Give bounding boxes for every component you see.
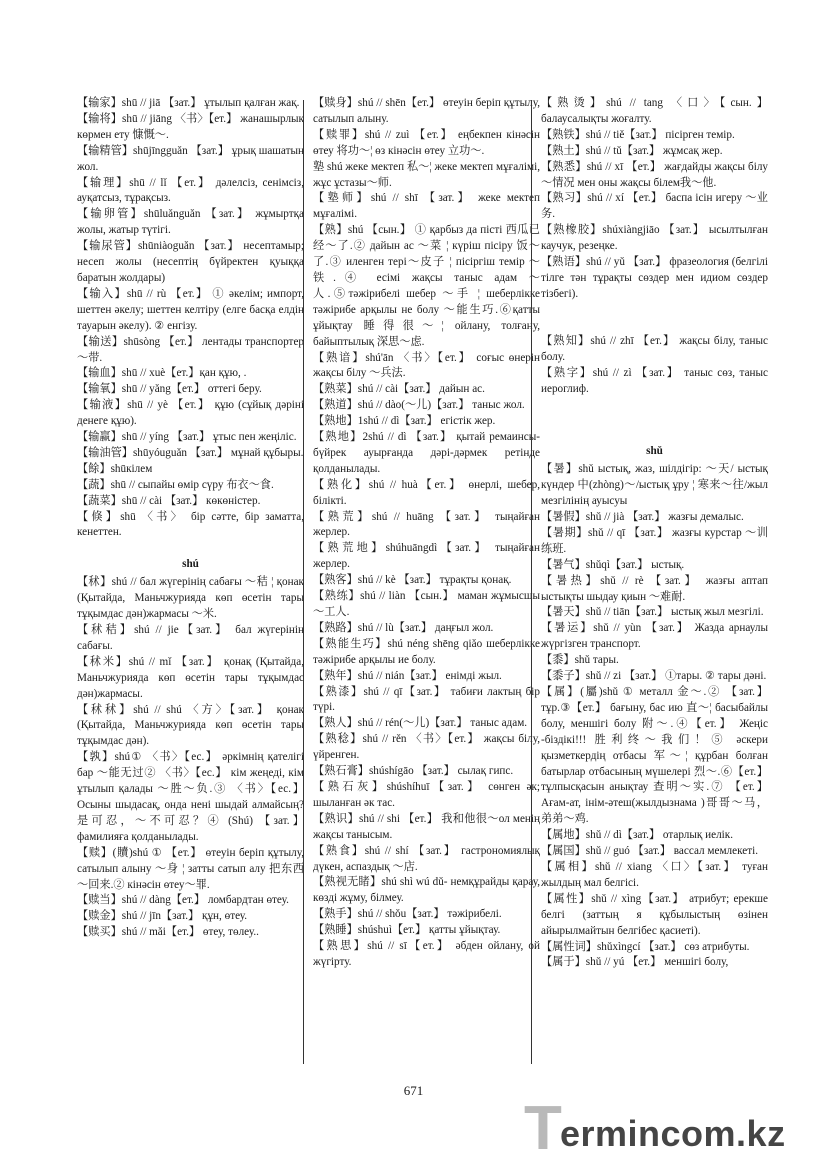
dictionary-entry: 【属相】shǔ // xiang 〈口〉【зат.】 туған жылдың мал белгісі.: [541, 860, 768, 889]
dictionary-entry: 【赎买】shú // mǎi【ет.】 өтеу, төлеу..: [77, 926, 259, 939]
dictionary-entry: 【输精管】shūjīngguǎn 【зат.】 ұрық шашатын жол.: [77, 144, 304, 173]
dictionary-entry: 【熟道】shú // dào(～儿)【зат.】 таныс жол.: [313, 399, 525, 412]
dictionary-entry: 【熟谙】shú'ān 〈书〉【ет.】 соғыс өнерін жақсы білу ～兵法.: [313, 351, 540, 380]
dictionary-entry: 【蔬菜】shū // cài 【зат.】 көкөністер.: [77, 494, 261, 507]
dictionary-entry: 【熟菜】shú // cài【зат.】 дайын ас.: [313, 383, 485, 396]
column-divider: [531, 100, 532, 1064]
dictionary-entry: 【熟】shú 【сын.】 ① қарбыз да пісті 西瓜已经～了.② дайын ас ～菜 ¦ күріш пісіру 饭～了.③ иленген тері～皮子 ¦ пісіргіш темір ～铁.④ есімі жақсы таныс адам ～人.⑤тәжірибелі шебер ～手 ¦ шеберлікке тәжірибе арқылы не болу ～能生巧.⑥қатты ұйықтау 睡得很～¦ ойлану, толғану, байыптылық 深思～虑.: [313, 224, 540, 348]
dictionary-entry: 【输血】shū // xuè【ет.】қан құю, .: [77, 367, 247, 380]
dictionary-entry: 【熟思】shú // sī【ет.】 әбден ойлану, ой жүгірту.: [313, 940, 540, 968]
dictionary-entry: 【熟视无睹】shú shì wú dǔ- немқұрайды қарау, көзді жұму, білмеу.: [313, 876, 540, 905]
dictionary-entry: 【属性】shǔ // xìng【зат.】 атрибут; ерекше белгі (заттың я құбылыстың өзінен айырылмайтын белгібес қасиеті).: [541, 892, 768, 937]
dictionary-entry: 【熟人】shú // rén(～儿)【зат.】 таныс адам.: [313, 717, 528, 730]
dictionary-entry: 【熟地】2shú // dì 【зат.】 қытай ремаинсы- бүйрек ауырғанда дәрі-дәрмек ретінде қолданылады.: [313, 431, 540, 475]
logo-wordmark: ermincom.kz: [560, 1113, 786, 1154]
dictionary-entry: 【赎金】shú // jīn【зат.】 құн, өтеу.: [77, 910, 248, 923]
dictionary-entry: 【赎当】shú // dàng【ет.】 ломбардтан өтеу.: [77, 894, 289, 907]
dictionary-entry: 【输入】shū // rù 【ет.】 ① әкелім; импорт, шеттен әкелу; шеттен келтіру (елге басқа елдің тауарын әкелу). ② енгізу.: [77, 287, 304, 332]
dictionary-entry: 【黍子】shǔ // zi 【зат.】 ①тары. ② тары дәні.: [541, 670, 767, 683]
dictionary-entry: 【属】(屬)shǔ ① металл 金～.② 【зат.】 тұр.③【ет.】 бағыну, бас ию 直～¦ басыбайлы болу, меншігі болу 附～.④【ет.】 Жеңіс -біздікі!!! 胜利终～我们！⑤ әскери қызметкердің отбасы 军～¦ құрбан болған батырлар отбасының мүшелері 烈～.⑥【ет.】 тұлпысқасын анықтау 查明～实.⑦ 【ет.】 Ағам-ат, інім-әтеш(жылдызнама )哥哥～马，弟弟～鸡.: [541, 686, 768, 826]
dictionary-entry: 【熟字】shú // zì 【зат.】 таныс сөз, таныс иероглиф.: [541, 366, 768, 395]
dictionary-entry: 【熟年】shú // nián【зат.】 енімді жыл.: [313, 669, 502, 682]
dictionary-entry: 【熟练】shú // liàn 【сын.】 маман жұмысшы ～工人.: [313, 590, 540, 618]
dictionary-entry: 【秫米】shú // mǐ 【зат.】 қонақ (Қытайда, Маньчжурияда көп өсетін тары тұқымдас дән)жармасы.: [77, 655, 304, 700]
dictionary-entry: 【输家】shū // jiā 【зат.】 ұтылып қалған жақ.: [77, 97, 300, 109]
dictionary-entry: 【输将】shū // jiāng 〈书〉【ет.】 жанашырлық көрмен ету 慷慨～.: [77, 112, 304, 141]
dictionary-entry: 【输油管】shūyóuguǎn 【зат.】 мұнай құбыры.: [77, 446, 304, 459]
dictionary-entry: 【熟能生巧】shú néng shēng qiǎo шеберлікке тәжірибе арқылы ие болу.: [313, 637, 540, 666]
dictionary-entry: 【熟烫】shú // tang 〈口〉【сын.】 балаусалықты жоғалту.: [541, 97, 768, 125]
dictionary-entry: 【熟稔】shú // rěn 〈书〉【ет.】 жақсы білу, үйренген.: [313, 733, 540, 762]
spacer: [541, 397, 768, 428]
dictionary-entry: 【熟荒】shú // huāng 【зат.】 тыңайған жерлер.: [313, 510, 540, 539]
dictionary-entry: 【熟石膏】shúshígāo 【зат.】 сылақ гипс.: [313, 765, 514, 778]
dictionary-entry: 【熟习】shú // xí 【ет.】 баспа ісін игеру ～业务.: [541, 192, 768, 221]
dictionary-entry: 【暑假】shǔ // jià 【зат.】 жазғы демалыс.: [541, 511, 744, 524]
dictionary-entry: 【熟荒地】shúhuāngdì【зат.】 тыңайған жерлер.: [313, 542, 540, 571]
dictionary-entry: 【倏】shū 〈书〉 бір сәтте, бір заматта, кенеттен.: [77, 510, 304, 539]
dictionary-column-2: [313, 96, 540, 1064]
dictionary-entry: 【暑天】shǔ // tiān【зат.】 ыстық жыл мезгілі.: [541, 606, 764, 619]
dictionary-entry: 【输卵管】shūluǎnguǎn 【зат.】 жұмыртқа жолы, жатыр түтігі.: [77, 208, 304, 237]
dictionary-entry: 【赎罪】shú // zuì 【ет.】 еңбекпен кінәсін өтеу 将功～¦ өз кінәсін өтеу 立功～.: [313, 128, 540, 157]
dictionary-entry: 【属于】shǔ // yú 【ет.】 меншігі болу,: [541, 956, 729, 969]
dictionary-entry: 【暑气】shǔqì【зат.】 ыстық.: [541, 558, 685, 571]
dictionary-entry: 【熟悉】shú // xī 【ет.】 жағдайды жақсы білу ～情况 мен оны жақсы білем我～他.: [541, 160, 768, 189]
dictionary-entry: 【孰】shú① 〈书〉【ес.】 әркімнің қателігі бар ～能无过② 〈书〉【ес.】 кім жеңеді, кім ұтылып қалады ～胜～负.③ 〈书〉【ес.】 Осыны шыдасақ, онда нені шыдай алмайсың?是可忍，～不可忍？④ (Shú) 【зат.】 фамилияға қолданылады.: [77, 751, 304, 843]
dictionary-column-3: [541, 96, 768, 1064]
dictionary-entry: 【熟睡】shúshuì【ет.】 қатты ұйықтау.: [313, 924, 501, 937]
dictionary-entry: 【熟地】1shú // dì【зат.】 егістік жер.: [313, 415, 496, 428]
section-heading: shǔ: [646, 445, 663, 458]
dictionary-entry: 塾 shú жеке мектеп 私～¦ жеке мектеп мұғалімі, жұс ұстазы～师.: [313, 160, 540, 189]
dictionary-entry: 【属地】shǔ // dì【зат.】 отарлық иелік.: [541, 829, 734, 842]
dictionary-entry: 【暑热】shǔ // rè 【зат.】 жазғы аптап ыстықты шыдау қиын ～难耐.: [541, 574, 768, 603]
dictionary-entry: 【属国】shǔ // guó 【зат.】 вассал мемлекеті.: [541, 845, 758, 858]
dictionary-entry: 【熟铁】shú // tiě【зат.】 пісірген темір.: [541, 128, 735, 141]
page-number: 671: [403, 1083, 424, 1098]
dictionary-entry: 【熟语】shú // yǔ 【зат.】 фразеология (белгілі тілге тән тұрақты сөздер мен идиом сөздер тізбегі).: [541, 256, 768, 300]
dictionary-entry: 【输氧】shū // yǎng【ет.】 оттегі беру.: [77, 383, 262, 396]
dictionary-entry: 【熟石灰】shúshíhuī【зат.】 сөнген әк; шыланған әк тас.: [313, 780, 540, 809]
dictionary-entry: 【暑运】shǔ // yùn 【зат.】 Жазда арнаулы жүргізген транспорт.: [541, 622, 768, 651]
termincom-logo: [524, 1094, 816, 1163]
dictionary-entry: 【熟化】shú // huà【ет.】 өнерлі, шебер, білікті.: [313, 478, 540, 507]
dictionary-entry: 【暑期】shǔ // qī 【зат.】 жазғы курстар ～训练班.: [541, 526, 768, 555]
dictionary-entry: 【熟客】shú // kè 【зат.】 тұрақты қонақ.: [313, 574, 512, 587]
dictionary-entry: 【塾师】shú // shī 【зат.】 жеке мектеп мұғалімі.: [313, 192, 540, 221]
dictionary-entry: 【秫秫】shú // shú 〈方〉【зат.】 қонақ (Қытайда, Маньчжурияда көп өсетін тары тұқымдас дән).: [77, 703, 304, 748]
dictionary-entry: 【暑】shǔ ыстық, жаз, шілдігір: ～天/ ыстық күндер 中(zhòng)～/ыстық ұру ¦ 寒来～往/жыл мезгілінің ауысуы: [541, 463, 768, 508]
dictionary-column-1: [77, 96, 304, 1064]
dictionary-entry: 【赎】(贖)shú ① 【ет.】 өтеуін беріп құтылу, сатылып алыну ～身 ¦ затты сатып алу 把东西～回来.② кінәсін өтеу～罪.: [77, 846, 304, 891]
dictionary-entry: 【秫】shú // бал жүгерінің сабағы ～秸 ¦ қонақ (Қытайда, Маньчжурияда көп өсетін тары тұқымдас дән)жармасы ～米.: [77, 576, 304, 621]
dictionary-entry: 【蔬】shū // сыпайы өмір сүру 布衣～食.: [77, 478, 274, 491]
dictionary-entry: 【熟橡胶】shúxiàngjiāo 【зат.】 ысылтылған каучук, резеңке.: [541, 224, 768, 253]
dictionary-entry: 【秫秸】shú // jie【зат.】 бал жүгерінің сабағы.: [77, 624, 304, 652]
dictionary-entry: 【黍】shǔ тары.: [541, 654, 619, 667]
section-heading: shú: [182, 558, 199, 571]
dictionary-entry: 【赎身】shú // shēn【ет.】 өтеуін беріп құтылу, сатылып алыну.: [313, 97, 540, 125]
column-divider: [303, 100, 304, 1064]
dictionary-entry: 【输赢】shū // yíng 【зат.】 ұтыс пен жеңіліс.: [77, 431, 297, 444]
dictionary-entry: 【熟手】shú // shǒu【зат.】 тәжірибелі.: [313, 908, 502, 921]
dictionary-entry: 【输理】shū // lǐ 【ет.】 дәлелсіз, сенімсіз, ауқатсыз, тұрақсыз.: [77, 176, 304, 205]
dictionary-entry: 【输液】shū // yè 【ет.】 құю (сұйық дәріні денеге құю).: [77, 399, 304, 428]
dictionary-entry: 【熟识】shú // shi 【ет.】 我和他很～ол менің жақсы танысым.: [313, 812, 540, 841]
dictionary-entry: 【输送】shūsòng 【ет.】 лентады транспортер～带.: [77, 335, 304, 364]
spacer: [541, 303, 768, 334]
dictionary-entry: 【熟漆】shú // qī【зат.】 табиғи лактың бір түрі.: [313, 685, 540, 714]
dictionary-entry: 【熟路】shú // lù【зат.】 даңғыл жол.: [313, 621, 494, 634]
dictionary-entry: 【熟土】shú // tǔ【зат.】 жұмсақ жер.: [541, 144, 723, 157]
dictionary-entry: 【餘】shūкілем: [77, 462, 153, 475]
logo-mark: T: [524, 1094, 562, 1163]
dictionary-entry: 【属性词】shǔxìngcí 【зат.】 сөз атрибуты.: [541, 940, 750, 953]
dictionary-entry: 【输尿管】shūniàoguǎn 【зат.】 несептамыр; несеп жолы (несептің бүйректен қуыққа баратын жолдары): [77, 240, 304, 284]
dictionary-entry: 【熟食】shú // shí 【зат.】 гастрономиялық дүкен, аспаздық ～店.: [313, 844, 540, 873]
dictionary-entry: 【熟知】shú // zhī 【ет.】 жақсы білу, таныс болу.: [541, 334, 768, 363]
